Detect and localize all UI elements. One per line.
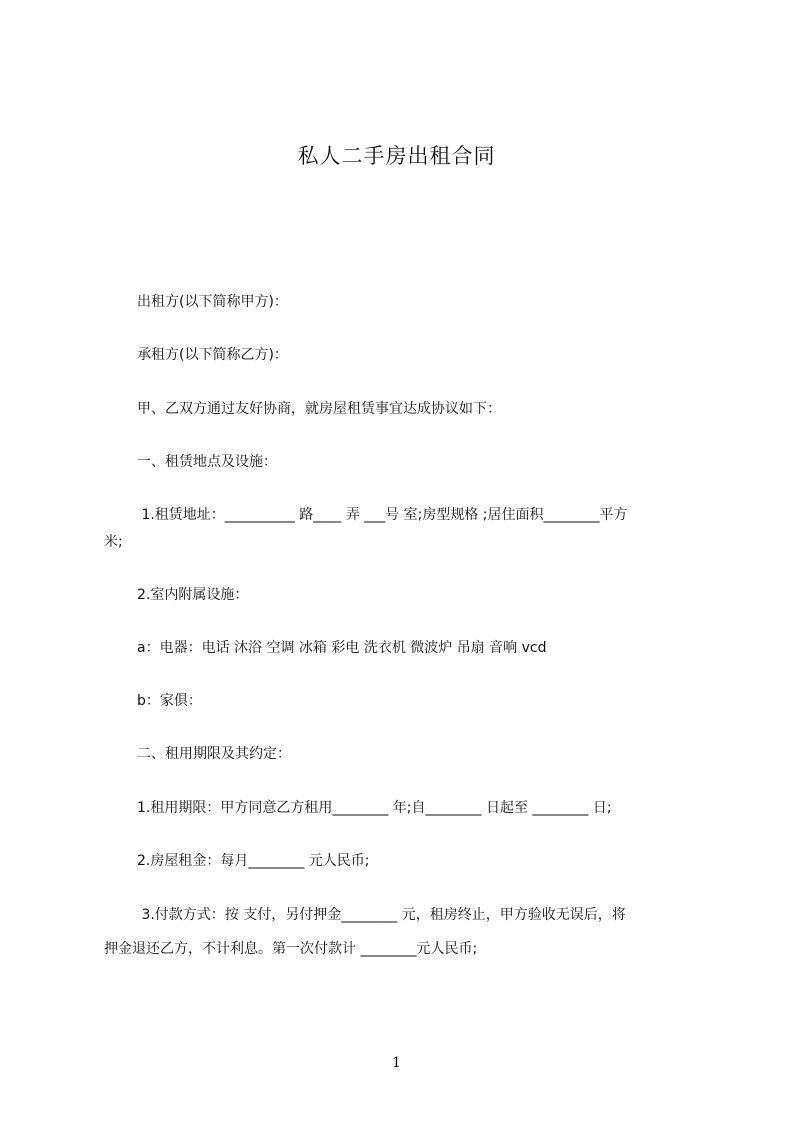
clause-appliances: a：电器：电话 沐浴 空调 冰箱 彩电 洗衣机 微波炉 吊扇 音响 vcd — [137, 640, 547, 656]
clause-1-1-line-2: 米; — [104, 534, 123, 550]
clause-2-2: 2.房屋租金：每月________ 元人民币; — [137, 853, 370, 869]
intro-paragraph: 甲、乙双方通过友好协商，就房屋租赁事宜达成协议如下： — [137, 401, 501, 417]
page-number: 1 — [392, 1055, 401, 1071]
lessee-line: 承租方(以下简称乙方)： — [137, 347, 288, 363]
clause-2-3-line-1: 3.付款方式：按 支付，另付押金________ 元，租房终止，甲方验收无误后，将 — [137, 907, 626, 923]
clause-1-1-line-1: 1.租赁地址：__________ 路____ 弄 ___号 室;房型规格 ;居住面积________平方 — [137, 507, 628, 523]
section-1-heading: 一、租赁地点及设施： — [137, 454, 277, 470]
clause-2-3-line-2: 押金退还乙方，不计利息。第一次付款计 ________元人民币; — [104, 941, 478, 957]
lessor-line: 出租方(以下简称甲方)： — [137, 294, 288, 310]
clause-furniture: b：家俱： — [137, 693, 202, 709]
clause-2-1: 1.租用期限：甲方同意乙方租用________ 年;自________ 日起至 ________ 日; — [137, 800, 612, 816]
section-2-heading: 二、租用期限及其约定： — [137, 746, 291, 762]
document-title: 私人二手房出租合同 — [297, 144, 496, 168]
clause-1-2: 2.室内附属设施： — [137, 587, 249, 603]
